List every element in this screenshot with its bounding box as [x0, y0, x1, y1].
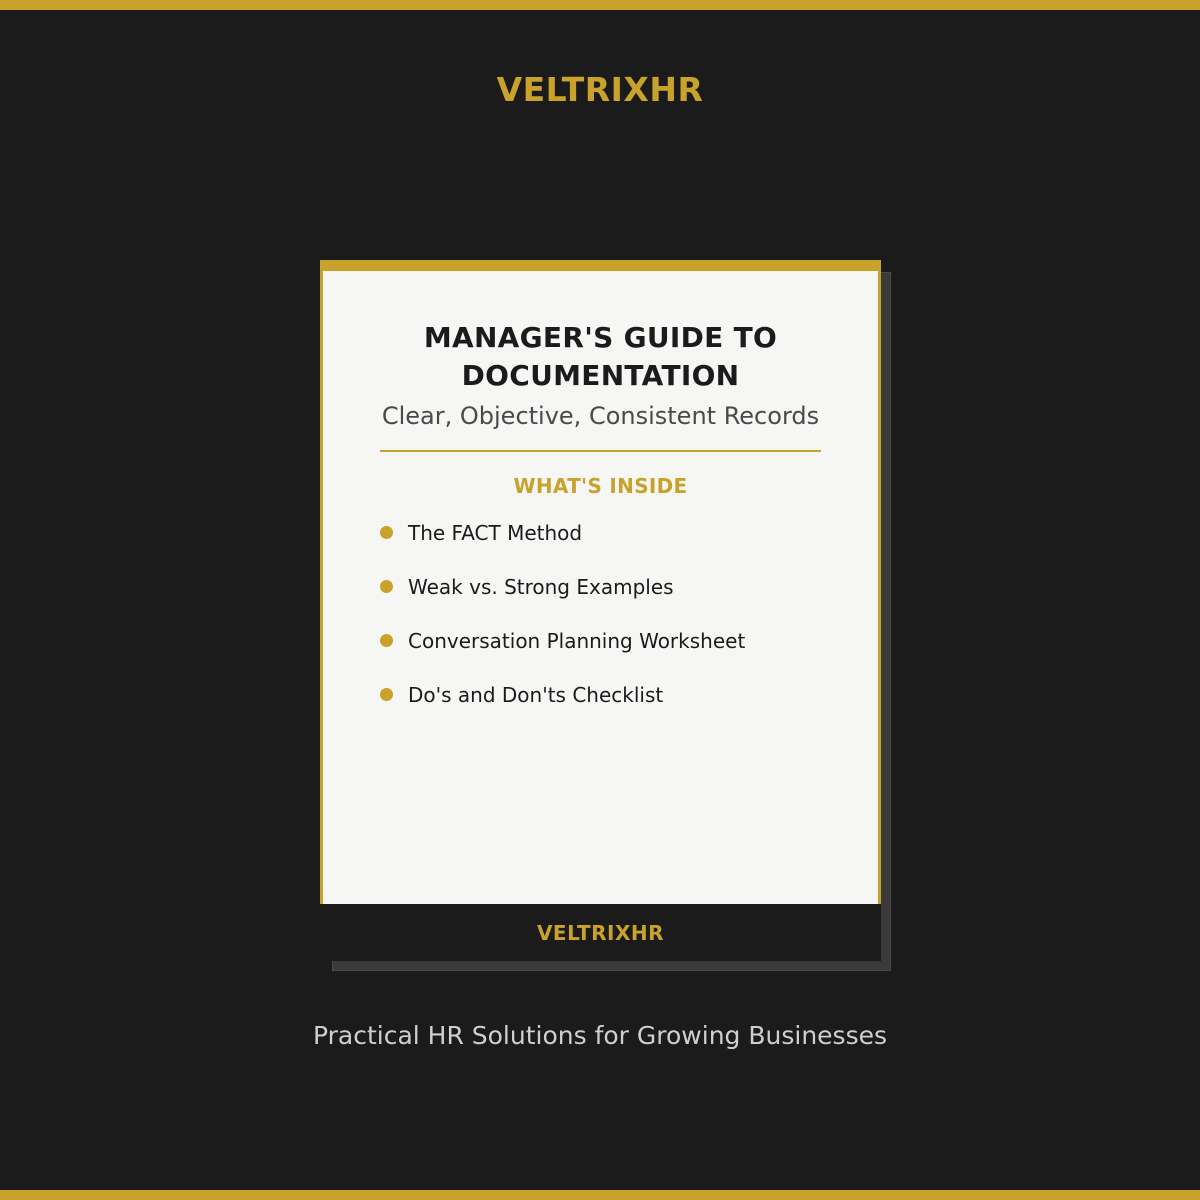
book-divider — [380, 450, 821, 452]
book-title — [323, 319, 878, 395]
whats-inside-heading: WHAT'S INSIDE — [513, 474, 688, 498]
guide-book-cover — [320, 260, 881, 961]
brand-tagline: Practical HR Solutions for Growing Businesses — [312, 1021, 888, 1050]
list-item-label: Do's and Don'ts Checklist — [408, 683, 664, 707]
book-footer-brand: VELTRIXHR — [536, 921, 665, 945]
bottom-accent-bar — [0, 1190, 1200, 1200]
brand-logo-text: VELTRIXHR — [496, 70, 704, 109]
top-accent-bar — [0, 0, 1200, 10]
bullet-dot-icon — [380, 688, 393, 701]
book-title-line-1: MANAGER'S GUIDE TO — [423, 321, 778, 354]
bullet-dot-icon — [380, 580, 393, 593]
book-subtitle: Clear, Objective, Consistent Records — [381, 402, 820, 430]
book-title-line-2: DOCUMENTATION — [461, 359, 740, 392]
list-item-label: Conversation Planning Worksheet — [408, 629, 746, 653]
book-footer-band — [320, 904, 881, 961]
book-cover-page — [323, 271, 878, 904]
list-item-label: Weak vs. Strong Examples — [408, 575, 674, 599]
bullet-dot-icon — [380, 526, 393, 539]
list-item-label: The FACT Method — [408, 521, 583, 545]
bullet-dot-icon — [380, 634, 393, 647]
